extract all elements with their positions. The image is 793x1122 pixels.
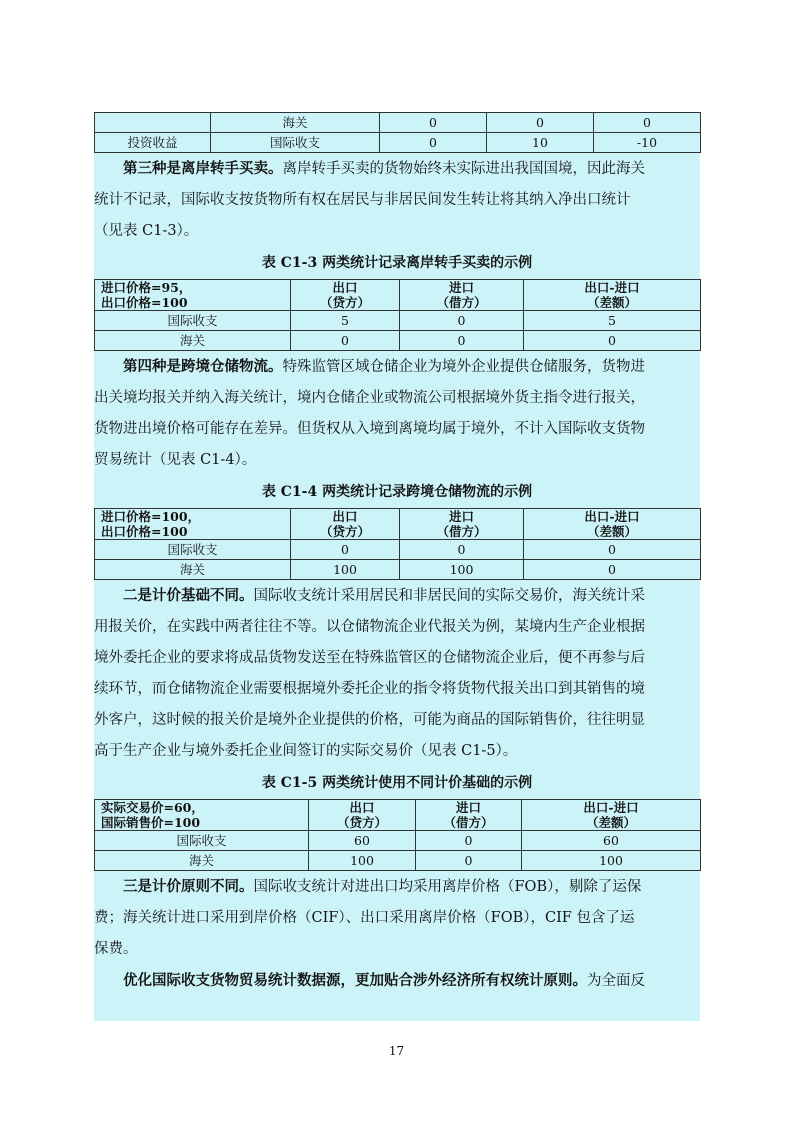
paragraph-text: 为全面反 — [587, 973, 645, 989]
table-cell: 0 — [594, 113, 701, 133]
table-cell: 0 — [380, 133, 487, 153]
table-cell: 60 — [309, 831, 416, 851]
column-header: 出口 （贷方） — [291, 509, 400, 540]
table-cell: 0 — [416, 831, 522, 851]
table-row — [95, 331, 701, 351]
table-cell: 100 — [522, 851, 701, 871]
paragraph-lead: 二是计价基础不同。 — [123, 587, 254, 604]
table-cell: 0 — [291, 540, 400, 560]
table-cell: 60 — [522, 831, 701, 851]
table-cell: 100 — [309, 851, 416, 871]
paragraph-pricing-principle — [94, 871, 700, 965]
table-row — [95, 560, 701, 580]
table-cell: 0 — [380, 113, 487, 133]
paragraph-text: 贸易统计（见表 C1-4）。 — [94, 452, 257, 468]
table-cell: 0 — [416, 851, 522, 871]
paragraph-text: 特殊监管区域仓储企业为境外企业提供仓储服务，货物进 — [282, 359, 645, 375]
row-label: 海关 — [95, 560, 291, 580]
table-header-row — [95, 509, 701, 540]
paragraph-offshore-trade — [94, 153, 700, 247]
paragraph-text: 国际收支统计对进出口均采用离岸价格（FOB），剔除了运保 — [253, 879, 642, 895]
row-label: 国际收支 — [95, 311, 291, 331]
paragraph-lead: 优化国际收支货物贸易统计数据源，更加贴合涉外经济所有权统计原则。 — [123, 972, 587, 989]
row-label: 海关 — [95, 851, 309, 871]
paragraph-cross-border-warehousing — [94, 351, 700, 476]
paragraph-text: 货物进出境价格可能存在差异。但货权从入境到离境均属于境外，不计入国际收支货物 — [94, 421, 645, 437]
table-cell: 0 — [400, 540, 524, 560]
row-label: 国际收支 — [95, 540, 291, 560]
paragraph-text: 国际收支统计采用居民和非居民间的实际交易价，海关统计采 — [253, 588, 645, 604]
paragraph-pricing-basis — [94, 580, 700, 767]
table-row — [95, 311, 701, 331]
table-cell: 5 — [291, 311, 400, 331]
table-row — [95, 540, 701, 560]
paragraph-text: 保费。 — [94, 941, 138, 957]
table-cell: 0 — [524, 331, 701, 351]
paragraph-text: 续环节，而仓储物流企业需要根据境外委托企业的指令将货物代报关出口到其销售的境 — [94, 681, 645, 697]
table-cell: 海关 — [211, 113, 380, 133]
table-cell — [95, 113, 211, 133]
table-row — [95, 133, 701, 153]
table-c1-4 — [94, 508, 701, 580]
table-header-row — [95, 800, 701, 831]
paragraph-text: 用报关价，在实践中两者往往不等。以仓储物流企业代报关为例，某境内生产企业根据 — [94, 619, 645, 635]
page-number: 17 — [388, 1044, 405, 1058]
column-header: 出口-进口 （差额） — [522, 800, 701, 831]
table-cell: -10 — [594, 133, 701, 153]
paragraph-text: 境外委托企业的要求将成品货物发送至在特殊监管区的仓储物流企业后，便不再参与后 — [94, 650, 645, 666]
table-row — [95, 831, 701, 851]
table-caption: 表 C1-3 两类统计记录离岸转手买卖的示例 — [261, 255, 533, 271]
table-cell: 100 — [400, 560, 524, 580]
corner-cell: 进口价格=100， 出口价格=100 — [95, 509, 291, 540]
column-header: 进口 （借方） — [400, 509, 524, 540]
table-cell: 0 — [524, 560, 701, 580]
table-cell: 10 — [487, 133, 594, 153]
paragraph-lead: 第四种是跨境仓储物流。 — [123, 358, 283, 375]
table-caption: 表 C1-5 两类统计使用不同计价基础的示例 — [261, 775, 533, 791]
table-header-row — [95, 280, 701, 311]
row-label: 国际收支 — [95, 831, 309, 851]
table-caption: 表 C1-4 两类统计记录跨境仓储物流的示例 — [261, 484, 533, 500]
corner-cell: 进口价格=95， 出口价格=100 — [95, 280, 291, 311]
paragraph-lead: 三是计价原则不同。 — [123, 878, 254, 895]
table-cell: 0 — [400, 311, 524, 331]
paragraph-text: 高于生产企业与境外委托企业间签订的实际交易价（见表 C1-5）。 — [94, 743, 518, 759]
table-row — [95, 113, 701, 133]
paragraph-text: 统计不记录，国际收支按货物所有权在居民与非居民间发生转让将其纳入净出口统计 — [94, 192, 631, 208]
corner-cell: 实际交易价=60， 国际销售价=100 — [95, 800, 309, 831]
column-header: 出口 （贷方） — [309, 800, 416, 831]
table-cell: 0 — [291, 331, 400, 351]
table-cell: 0 — [524, 540, 701, 560]
table-row — [95, 851, 701, 871]
table-cell: 0 — [400, 331, 524, 351]
column-header: 出口-进口 （差额） — [524, 509, 701, 540]
column-header: 进口 （借方） — [400, 280, 524, 311]
top-table — [94, 112, 701, 153]
table-cell: 100 — [291, 560, 400, 580]
column-header: 进口 （借方） — [416, 800, 522, 831]
table-cell: 国际收支 — [211, 133, 380, 153]
column-header: 出口-进口 （差额） — [524, 280, 701, 311]
paragraph-optimize-data-source — [94, 965, 700, 997]
table-cell: 0 — [487, 113, 594, 133]
table-c1-5 — [94, 799, 701, 871]
paragraph-lead: 第三种是离岸转手买卖。 — [123, 160, 283, 177]
table-cell: 投资收益 — [95, 133, 211, 153]
column-header: 出口 （贷方） — [291, 280, 400, 311]
paragraph-text: （见表 C1-3）。 — [94, 223, 199, 239]
table-cell: 5 — [524, 311, 701, 331]
paragraph-text: 外客户，这时候的报关价是境外企业提供的价格，可能为商品的国际销售价，往往明显 — [94, 712, 645, 728]
table-c1-3 — [94, 279, 701, 351]
paragraph-text: 出关境均报关并纳入海关统计，境内仓储企业或物流公司根据境外货主指令进行报关， — [94, 390, 645, 406]
row-label: 海关 — [95, 331, 291, 351]
content-area — [94, 112, 700, 1021]
paragraph-text: 离岸转手买卖的货物始终未实际进出我国国境，因此海关 — [282, 161, 645, 177]
paragraph-text: 费；海关统计进口采用到岸价格（CIF）、出口采用离岸价格（FOB），CIF 包含了运 — [94, 910, 635, 926]
